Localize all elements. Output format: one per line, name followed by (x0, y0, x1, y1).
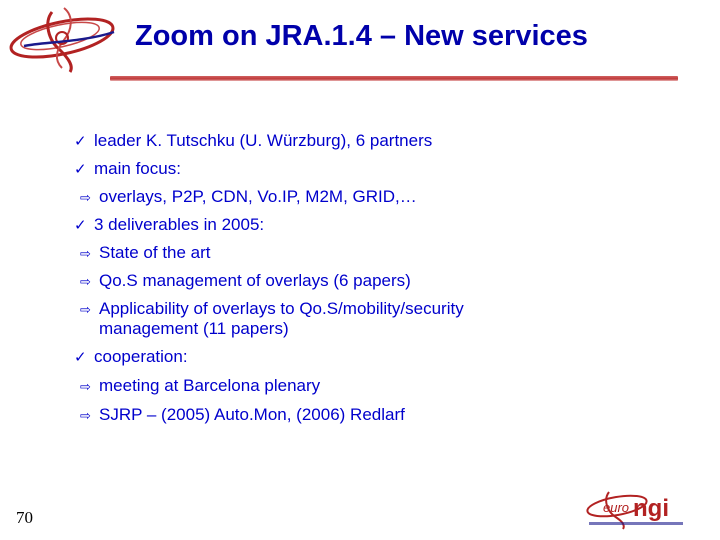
outline-right-arrow-icon: ⇨ (80, 379, 91, 394)
checkmark-icon: ✓ (74, 161, 87, 178)
sub-bullet-text: SJRP – (2005) Auto.Mon, (2006) Redlarf (99, 405, 405, 424)
checkmark-icon: ✓ (74, 349, 87, 366)
checkmark-icon: ✓ (74, 133, 87, 150)
bullet-leader (74, 131, 432, 152)
sub-bullet-focus-topics (80, 187, 417, 208)
sub-bullet-text: overlays, P2P, CDN, Vo.IP, M2M, GRID,… (99, 187, 417, 206)
sub-bullet-sjrp (80, 405, 405, 426)
bullet-deliverables (74, 215, 264, 236)
bullet-text: main focus: (94, 159, 181, 178)
sub-bullet-text: State of the art (99, 243, 211, 262)
euro-ngi-logo (583, 486, 689, 530)
logo-euro-text: euro (603, 500, 630, 515)
sub-bullet-text: Qo.S management of overlays (6 papers) (99, 271, 411, 290)
sub-bullet-text: Applicability of overlays to Qo.S/mobility/security (99, 299, 464, 318)
sub-bullet-continuation: management (11 papers) (99, 319, 289, 338)
bullet-text: cooperation: (94, 347, 188, 366)
bullet-text: 3 deliverables in 2005: (94, 215, 265, 234)
bullet-cooperation (74, 347, 188, 368)
sub-bullet-text: meeting at Barcelona plenary (99, 376, 321, 395)
page-number: 70 (16, 508, 33, 527)
logo-ngi-text: ngi (633, 495, 669, 522)
outline-right-arrow-icon: ⇨ (80, 408, 91, 423)
sub-bullet-state-of-art (80, 243, 211, 264)
outline-right-arrow-icon: ⇨ (80, 274, 91, 289)
outline-right-arrow-icon: ⇨ (80, 246, 91, 261)
checkmark-icon: ✓ (74, 217, 87, 234)
outline-right-arrow-icon: ⇨ (80, 190, 91, 205)
outline-right-arrow-icon: ⇨ (80, 302, 91, 317)
sub-bullet-applicability (80, 299, 464, 320)
slide-title: Zoom on JRA.1.4 – New services (135, 20, 588, 52)
bullet-text: leader K. Tutschku (U. Würzburg), 6 partners (94, 131, 433, 150)
sub-bullet-barcelona (80, 376, 320, 397)
sub-bullet-qos-management (80, 271, 411, 292)
bullet-main-focus (74, 159, 181, 180)
